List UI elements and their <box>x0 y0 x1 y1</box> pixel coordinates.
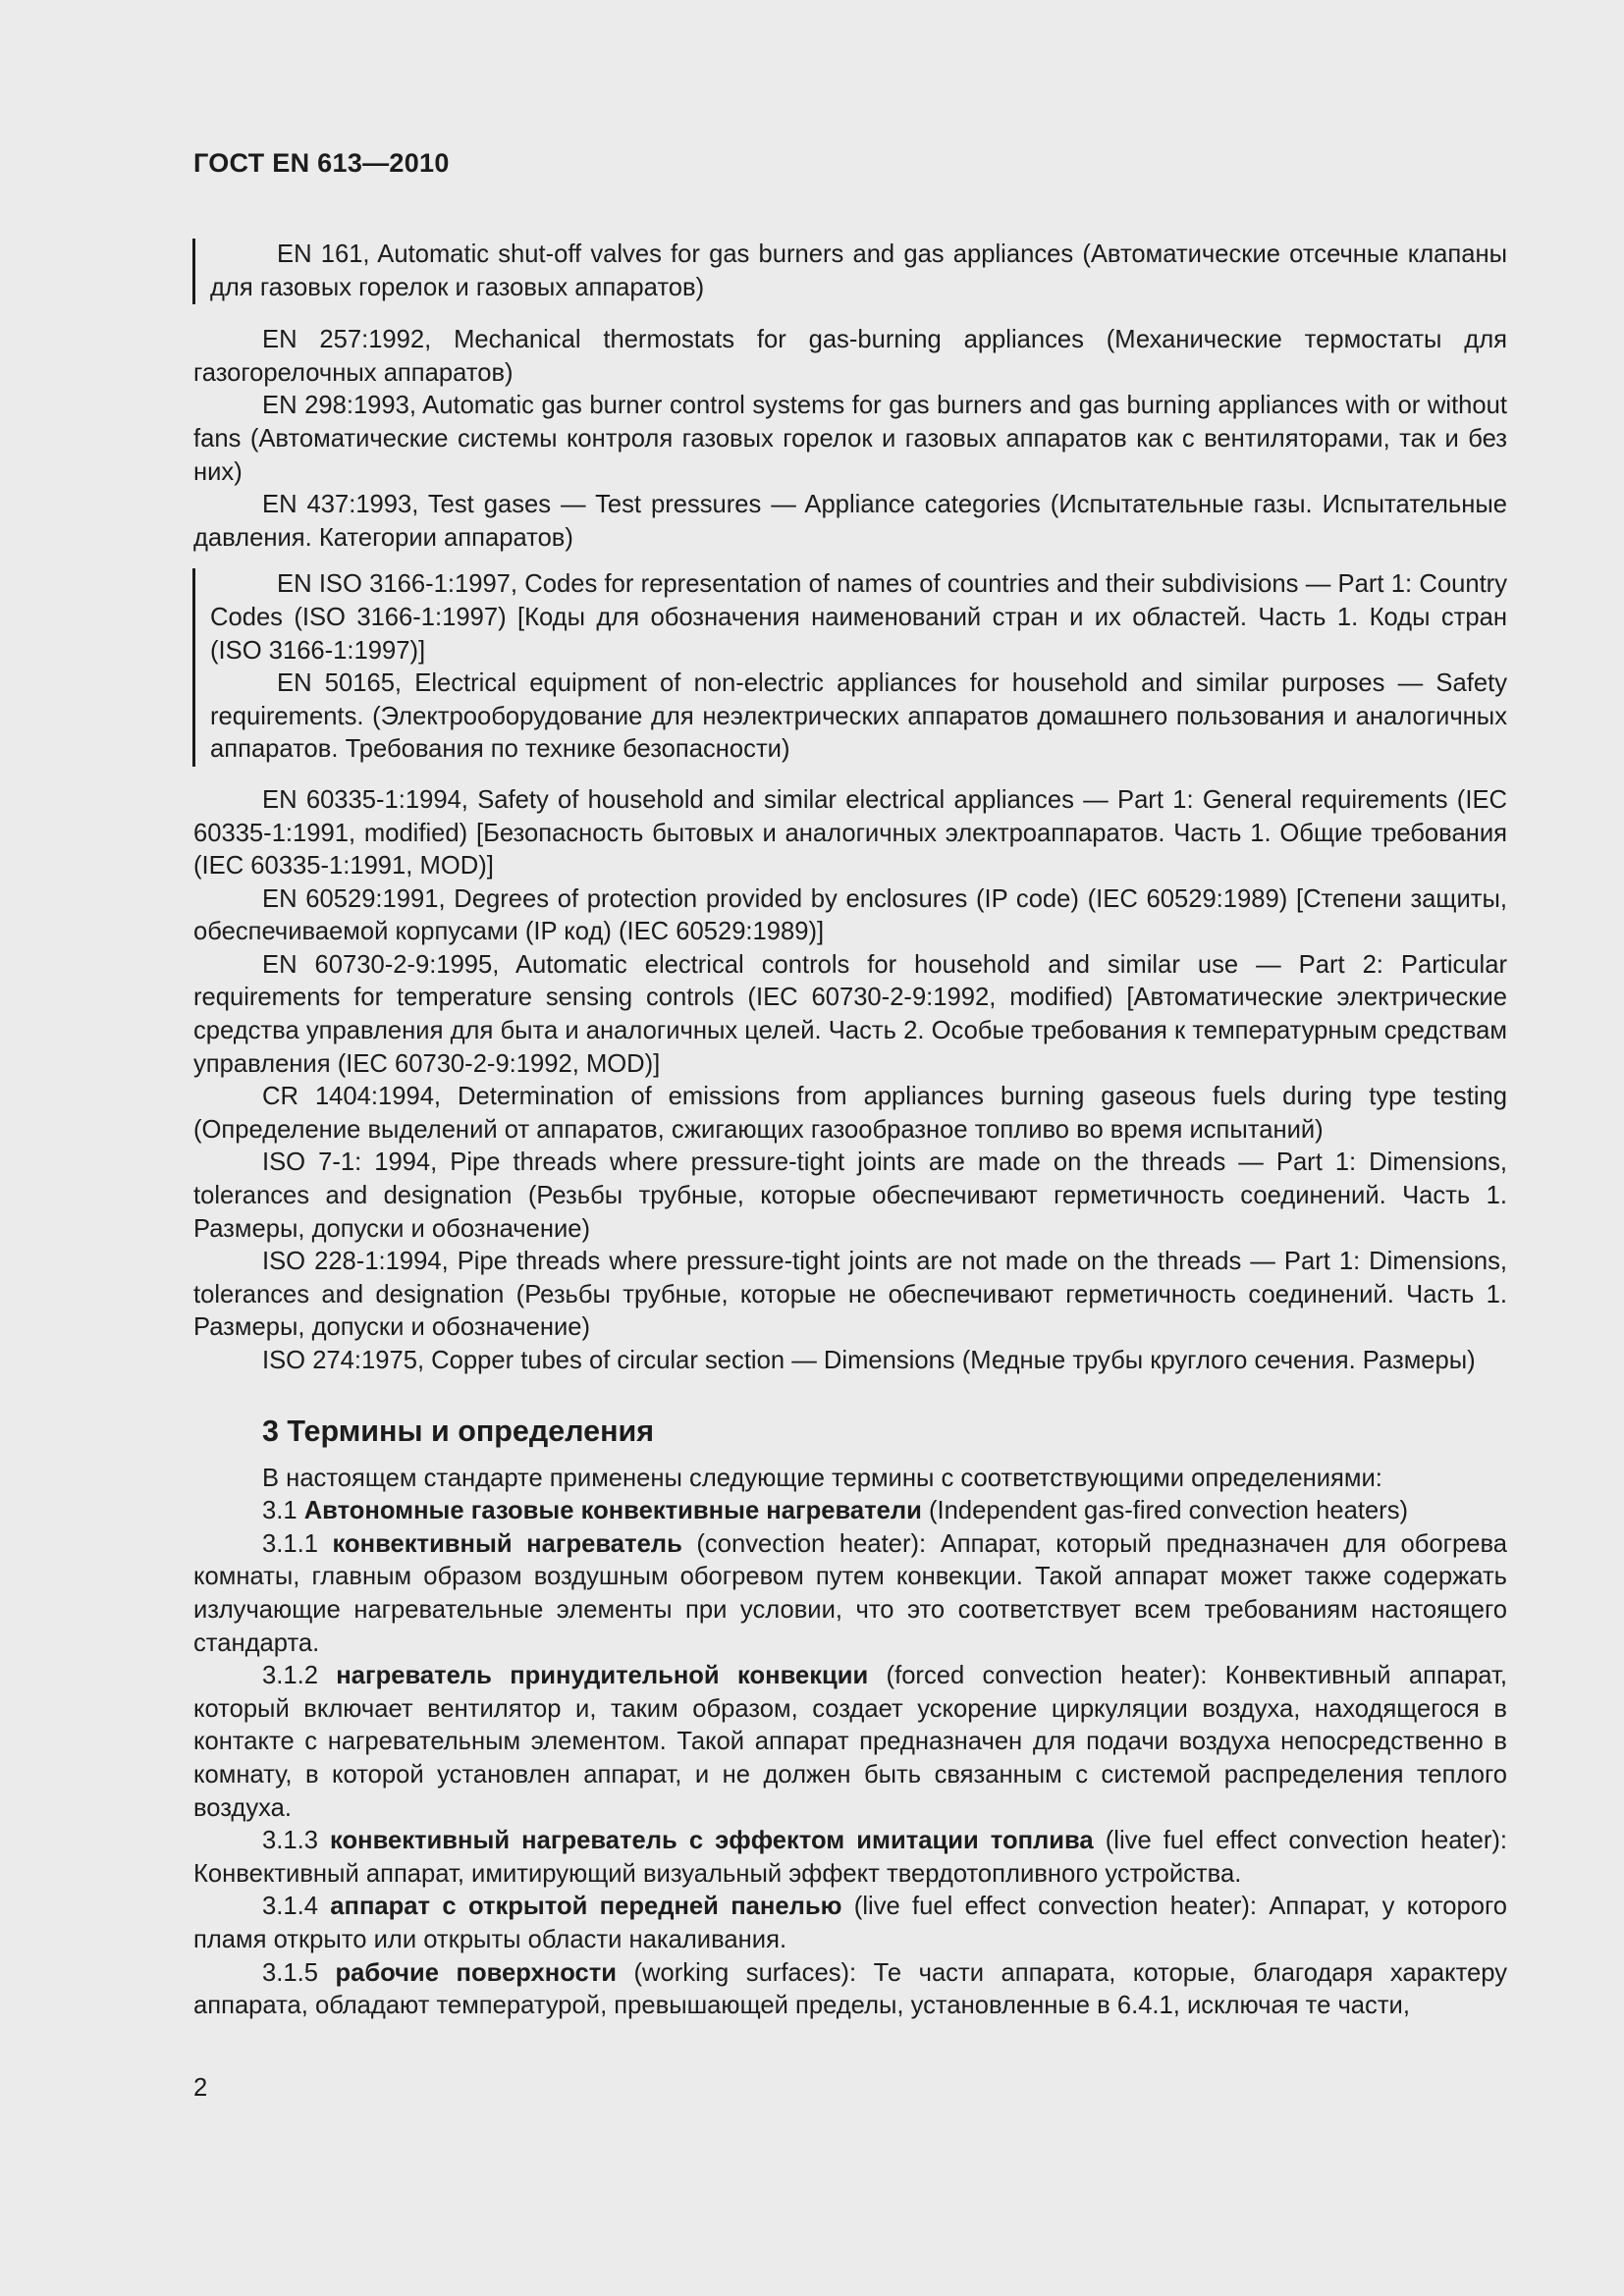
term-title: нагреватель принудительной конвекции <box>336 1662 869 1690</box>
reference-iso228: ISO 228-1:1994, Pipe threads where pressure-tight joints are not made on the threads — Part 1: Dimensions, tolerances and designation (Резьбы трубные, которые не обеспечивают герметичность соединений. Часть 1. Размеры, допуски и обозначение) <box>193 1248 1507 1342</box>
document-header: ГОСТ EN 613—2010 <box>193 148 450 178</box>
term-3-1-1 <box>193 1528 1507 1660</box>
reference-iso274: ISO 274:1975, Copper tubes of circular section — Dimensions (Медные трубы круглого сечения. Размеры) <box>262 1347 1476 1374</box>
term-title: аппарат с открытой передней панелью <box>330 1893 842 1921</box>
section-heading: 3 Термины и определения <box>262 1414 655 1448</box>
term-definition: (convection heater): Аппарат, который предназначен для обогрева комнаты, главным образом воздушным обогревом путем конвекции. Такой аппарат может также содержать излучающие нагревательные элементы при условии, что это соответствует всем требованиям настоящего стандарта. <box>193 1529 1507 1657</box>
reference-cr1404: CR 1404:1994, Determination of emissions from appliances burning gaseous fuels during type testing (Определение выделений от аппаратов, сжигающих газообразное топливо во время испытаний) <box>193 1083 1507 1144</box>
term-3-1-3 <box>193 1825 1507 1891</box>
document-body <box>193 239 1507 2023</box>
reference-en257: EN 257:1992, Mechanical thermostats for gas-burning appliances (Механические термостаты для газогорелочных аппаратов) <box>193 326 1507 387</box>
term-3-1 <box>193 1495 1507 1528</box>
change-bar-block <box>192 568 1507 767</box>
term-definition: (live fuel effect convection heater): Аппарат, у которого пламя открыто или открыты области накаливания. <box>193 1893 1508 1953</box>
term-title: конвективный нагреватель с эффектом имитации топлива <box>330 1827 1094 1855</box>
term-number: 3.1.3 <box>262 1827 331 1855</box>
term-3-1-4 <box>193 1891 1507 1956</box>
section-intro: В настоящем стандарте применены следующие термины с соответствующими определениями: <box>262 1464 1382 1492</box>
term-definition: (live fuel effect convection heater): Конвективный аппарат, имитирующий визуальный эффект твердотопливного устройства. <box>193 1827 1507 1888</box>
term-number: 3.1.4 <box>262 1893 331 1921</box>
term-3-1-5 <box>193 1957 1507 2023</box>
term-definition: (Independent gas-fired convection heaters) <box>921 1497 1409 1525</box>
term-title: Автономные газовые конвективные нагреватели <box>303 1497 922 1525</box>
reference-en60335: EN 60335-1:1994, Safety of household and similar electrical appliances — Part 1: General requirements (IEC 60335-1:1991, modified) [Безопасность бытовых и аналогичных электроаппаратов. Часть 1. Общие требования (IEC 60335-1:1991, MOD)] <box>193 785 1507 881</box>
reference-en60529: EN 60529:1991, Degrees of protection provided by enclosures (IP code) (IEC 60529:1989) [Степени защиты, обеспечиваемой корпусами (IP код) (IEC 60529:1989)] <box>193 884 1507 946</box>
reference-en298: EN 298:1993, Automatic gas burner control systems for gas burners and gas burning appliances with or without fans (Автоматические системы контроля газовых горелок и газовых аппаратов как с вентиляторами, так и без них) <box>193 392 1507 486</box>
term-number: 3.1.5 <box>262 1958 336 1987</box>
term-title: рабочие поверхности <box>335 1958 617 1987</box>
page-number: 2 <box>193 2074 208 2102</box>
reference-en161: EN 161, Automatic shut-off valves for gas burners and gas appliances (Автоматические отсечные клапаны для газовых горелок и газовых аппаратов) <box>210 240 1507 301</box>
reference-en50165: EN 50165, Electrical equipment of non-electric appliances for household and similar purposes — Safety requirements. (Электрооборудование для неэлектрических аппаратов домашнего пользования и аналогичных аппаратов. Требования по технике безопасности) <box>210 669 1507 764</box>
term-definition: (forced convection heater): Конвективный аппарат, который включает вентилятор и, таким образом, создает ускорение циркуляции воздуха, находящегося в контакте с нагревательным элементом. Такой аппарат предназначен для подачи воздуха непосредственно в комнату, в которой установлен аппарат, и не должен быть связанным с системой распределения теплого воздуха. <box>193 1662 1507 1822</box>
change-bar-block <box>192 239 1507 304</box>
reference-iso7: ISO 7-1: 1994, Pipe threads where pressure-tight joints are made on the threads — Part 1: Dimensions, tolerances and designation (Резьбы трубные, которые обеспечивают герметичность соединений. Часть 1. Размеры, допуски и обозначение) <box>193 1148 1507 1243</box>
term-3-1-2 <box>193 1660 1507 1825</box>
reference-iso3166: EN ISO 3166-1:1997, Codes for representation of names of countries and their subdivisions — Part 1: Country Codes (ISO 3166-1:1997) [Коды для обозначения наименований стран и их областей. Часть 1. Коды стран (ISO 3166-1:1997)] <box>210 570 1507 665</box>
reference-en437: EN 437:1993, Test gases — Test pressures — Appliance categories (Испытательные газы. Испытательные давления. Категории аппаратов) <box>193 491 1507 552</box>
term-title: конвективный нагреватель <box>332 1529 682 1558</box>
term-definition: (working surfaces): Те части аппарата, которые, благодаря характеру аппарата, обладают температурой, превышающей пределы, установленные в 6.4.1, исключая те части, <box>193 1958 1507 2020</box>
term-number: 3.1 <box>262 1497 304 1525</box>
reference-en60730: EN 60730-2-9:1995, Automatic electrical controls for household and similar use — Part 2: Particular requirements for temperature sensing controls (IEC 60730-2-9:1992, modified) [Автоматические электрические средства управления для быта и аналогичных целей. Часть 2. Особые требования к температурным средствам управления (IEC 60730-2-9:1992, MOD)] <box>193 950 1507 1078</box>
term-number: 3.1.1 <box>262 1529 333 1558</box>
term-number: 3.1.2 <box>262 1662 337 1690</box>
